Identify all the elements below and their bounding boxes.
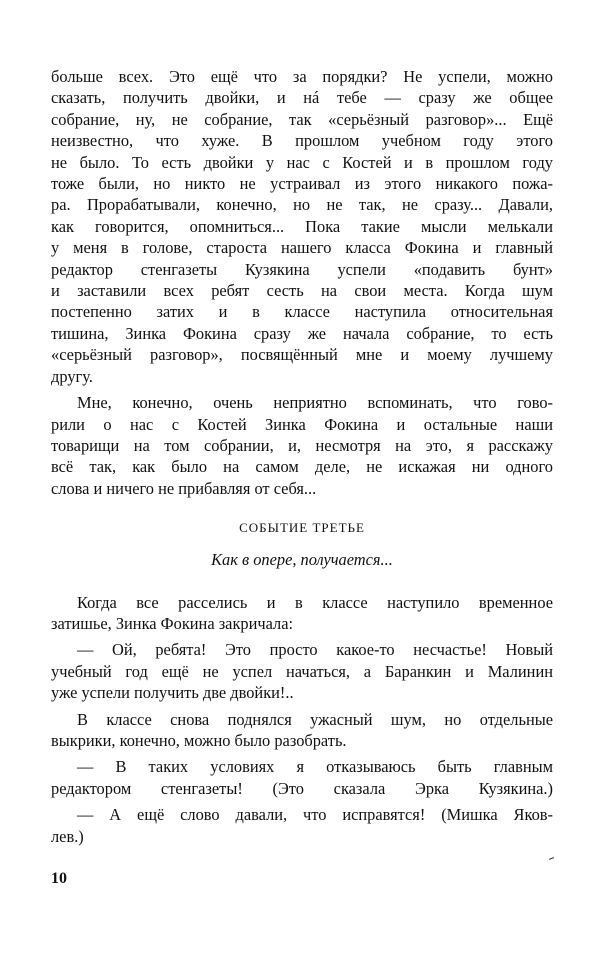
text-line: всё так, как было на самом деле, не искажая ни одного bbox=[51, 457, 553, 477]
text-line: другу. bbox=[51, 366, 93, 386]
text-line: как говорится, опомниться... Пока такие мысли мелькали bbox=[51, 216, 553, 236]
paragraph bbox=[51, 804, 553, 847]
paragraph bbox=[51, 756, 553, 799]
text-line: рили о нас с Костей Зинка Фокина и остальные наши bbox=[51, 414, 553, 434]
section-subheading: Как в опере, получается... bbox=[211, 550, 393, 570]
text-line: больше всех. Это ещё что за порядки? Не успели, можно bbox=[51, 67, 553, 86]
text-line: и заставили всех ребят сесть на свои места. Когда шум bbox=[51, 281, 553, 301]
text-line: — А ещё слово давали, что исправятся! (Мишка Яков- bbox=[77, 805, 553, 825]
text-line: сказать, получить двойки, и нá тебе — сразу же общее bbox=[51, 88, 553, 108]
text-line: лев.) bbox=[51, 826, 84, 846]
text-line: редактором стенгазеты! (Это сказала Эрка Кузякина.) bbox=[51, 778, 553, 798]
text-line: неизвестно, что хуже. В прошлом учебном году этого bbox=[51, 131, 553, 151]
text-line: затишье, Зинка Фокина закричала: bbox=[51, 613, 294, 633]
text-line: собрание, ну, не собрание, так «серьёзный разговор»... Ещё bbox=[51, 109, 553, 129]
paragraph bbox=[51, 709, 553, 752]
text-line: уже успели получить две двойки!.. bbox=[51, 683, 294, 703]
text-line: слова и ничего не прибавляя от себя... bbox=[51, 478, 317, 498]
paragraph bbox=[51, 392, 553, 499]
section-heading: СОБЫТИЕ ТРЕТЬЕ bbox=[239, 520, 365, 536]
text-line: ра. Прорабатывали, конечно, но не так, не сразу... Давали, bbox=[51, 195, 553, 215]
text-line: постепенно затих и в классе наступила относительная bbox=[51, 302, 553, 322]
text-line: Мне, конечно, очень неприятно вспоминать, что гово- bbox=[77, 393, 553, 413]
text-line: В классе снова поднялся ужасный шум, но отдельные bbox=[77, 709, 553, 729]
text-line: — Ой, ребята! Это просто какое-то несчастье! Новый bbox=[77, 640, 553, 660]
text-line: «серьёзный разговор», посвящённый мне и моему лучшему bbox=[51, 345, 553, 365]
page-number: 10 bbox=[51, 870, 67, 887]
text-line: выкрики, конечно, можно было разобрать. bbox=[51, 730, 347, 750]
text-line: редактор стенгазеты Кузякина успели «подавить бунт» bbox=[51, 259, 553, 279]
text-line: не было. То есть двойки у нас с Костей и в прошлом году bbox=[51, 152, 553, 172]
paragraph bbox=[51, 66, 553, 387]
text-line: тишина, Зинка Фокина сразу же начала собрание, то есть bbox=[51, 323, 553, 343]
text-line: товарищи на том собрании, и, несмотря на это, я расскажу bbox=[51, 435, 553, 455]
print-mark bbox=[549, 857, 554, 860]
text-line: — В таких условиях я отказываюсь быть главным bbox=[77, 757, 553, 777]
text-line: учебный год ещё не успел начаться, а Баранкин и Малинин bbox=[51, 661, 553, 681]
paragraph bbox=[51, 592, 553, 635]
text-line: Когда все расселись и в классе наступило временное bbox=[77, 592, 553, 612]
paragraph bbox=[51, 639, 553, 703]
text-line: тоже были, но никто не устраивал из этого никакого пожа- bbox=[51, 174, 553, 194]
text-line: у меня в голове, староста нашего класса Фокина и главный bbox=[51, 238, 553, 258]
